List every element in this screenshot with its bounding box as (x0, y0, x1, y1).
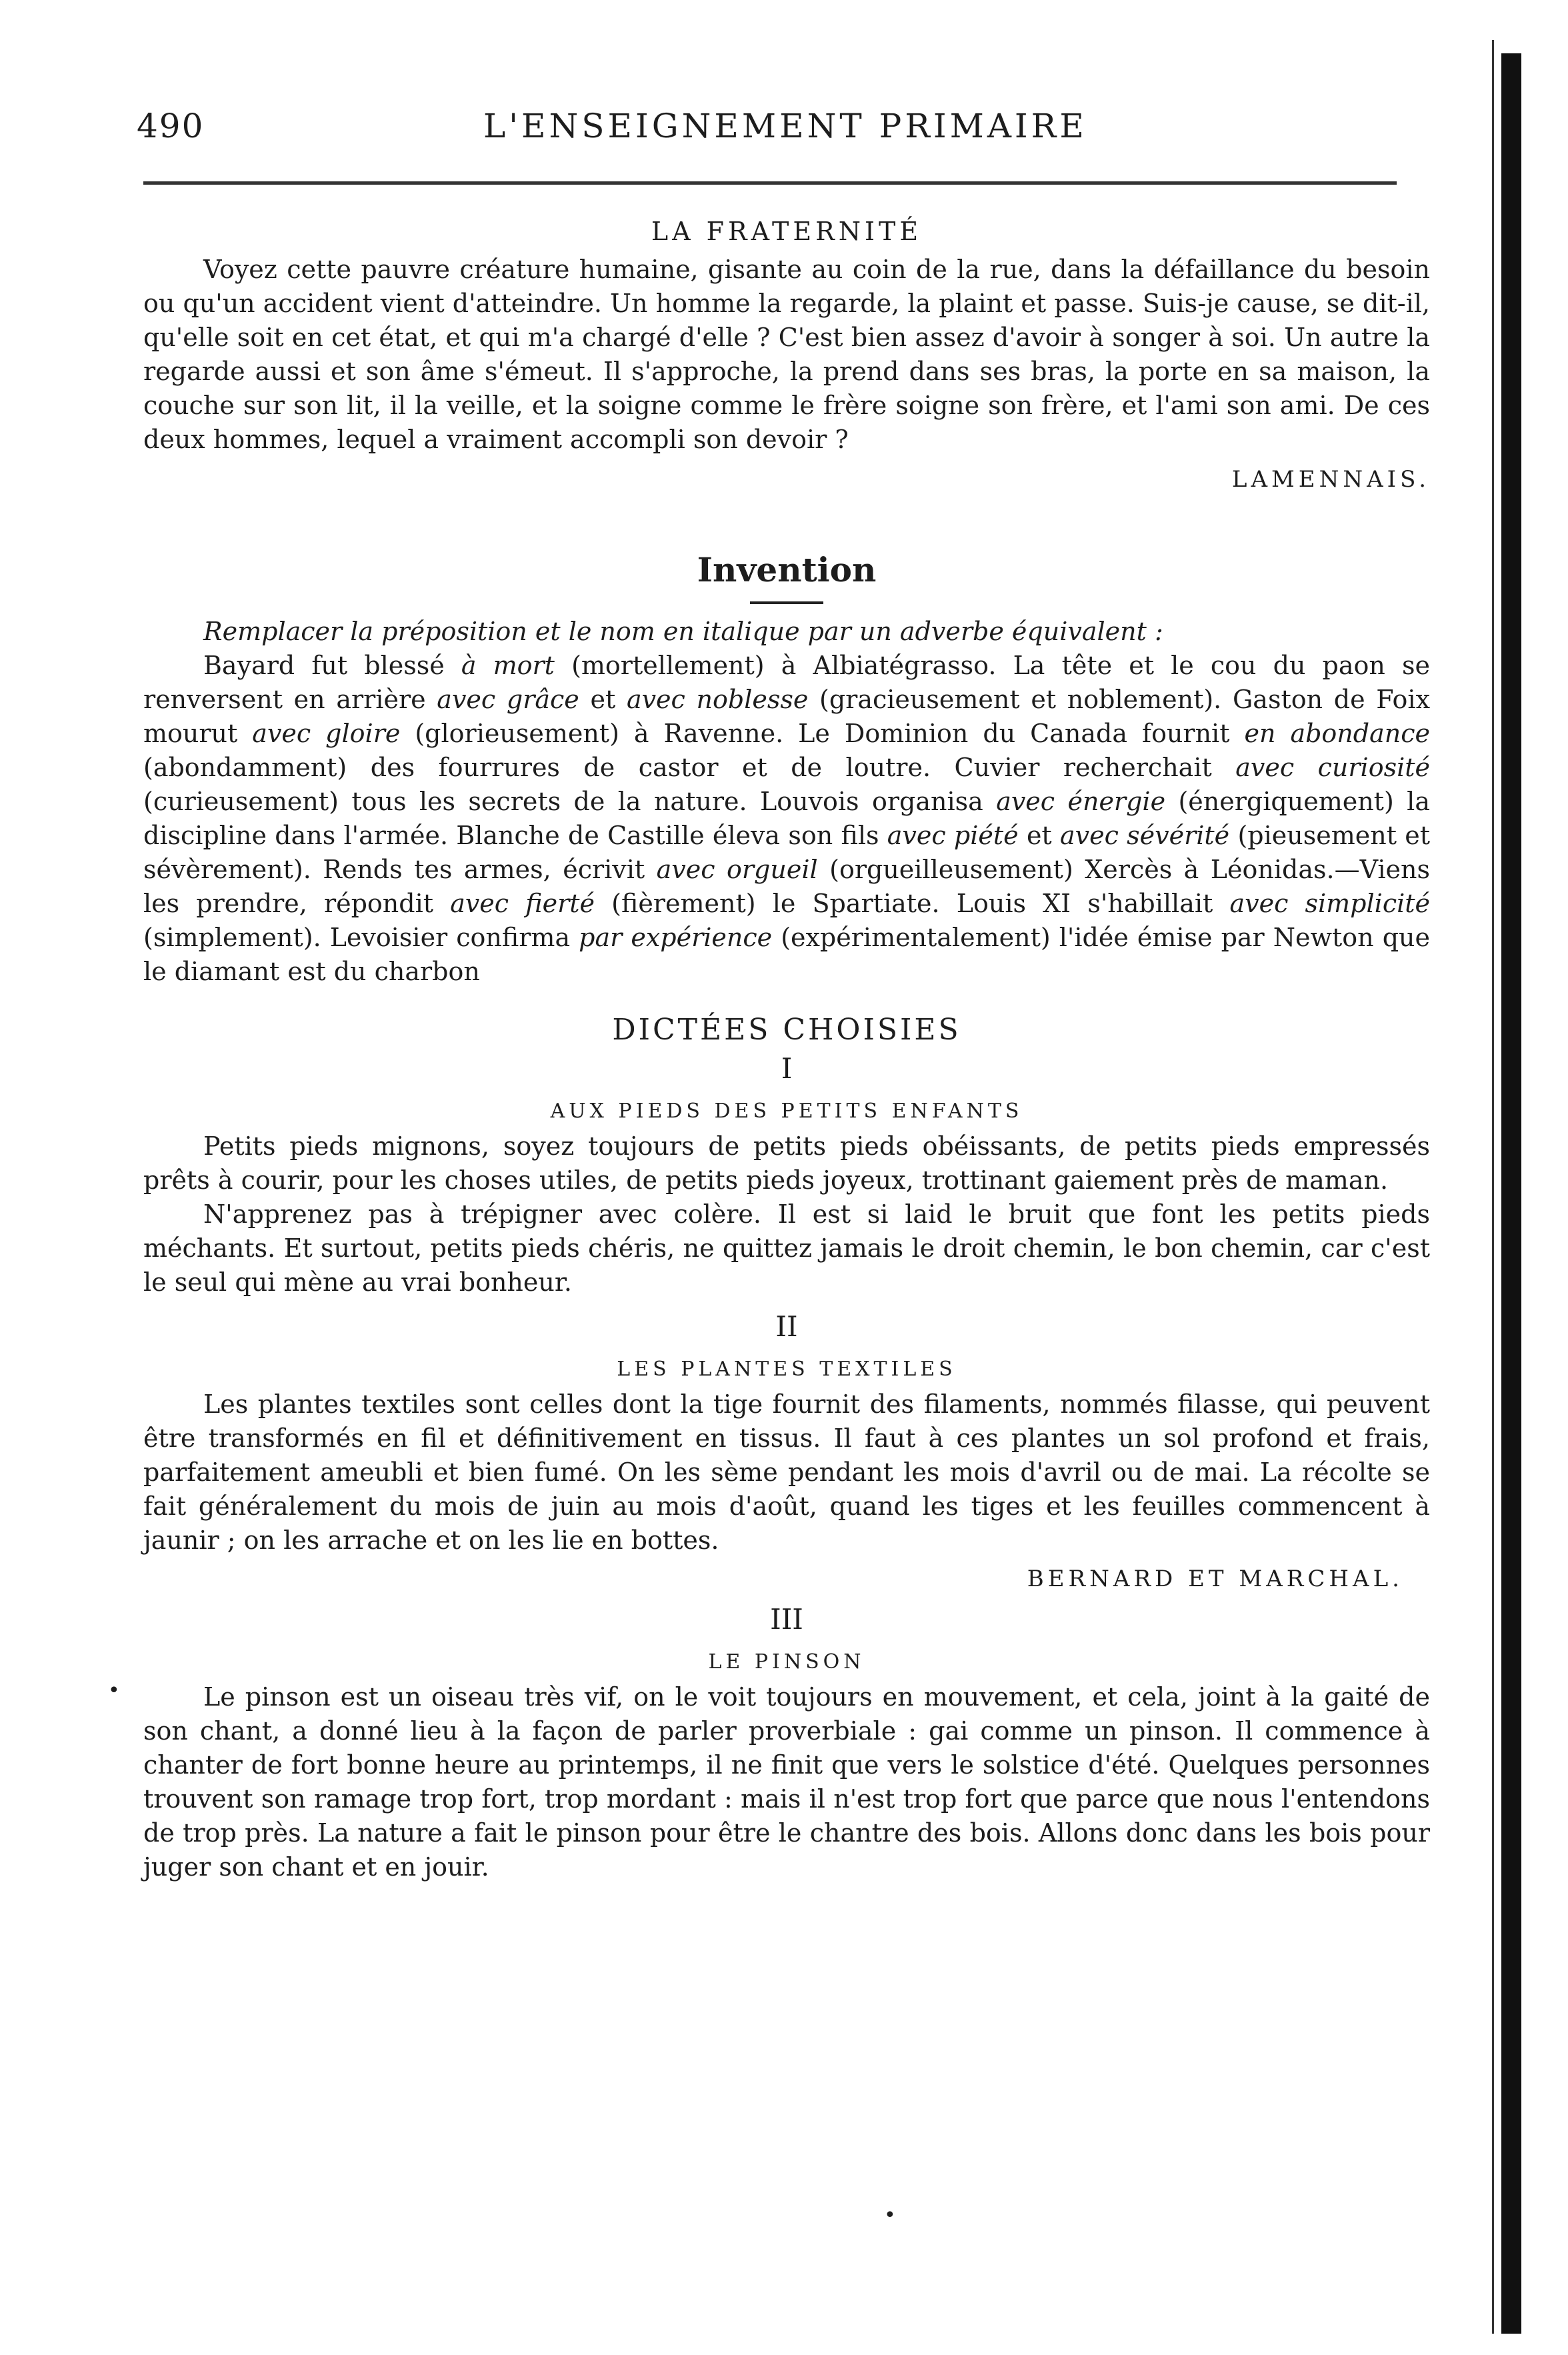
italic-phrase: avec curiosité (1235, 753, 1431, 782)
invention-text (143, 649, 1430, 989)
italic-phrase: avec gloire (252, 719, 401, 748)
fraternite-text: Voyez cette pauvre créature humaine, gisante au coin de la rue, dans la défaillance du besoin ou qu'un accident vient d'atteindre. Un homme la regarde, la plaint et passe. Suis-je cause, se dit-il, qu'elle soit en cet état, et qui m'a chargé d'elle ? C'est bien assez d'avoir à songer à soi. Un autre la regarde aussi et son âme s'émeut. Il s'approche, la prend dans ses bras, la porte en sa maison, la couche sur son lit, il la veille, et la soigne comme le frère soigne son frère, et l'ami son ami. De ces deux hommes, lequel a vraiment accompli son devoir ? (143, 255, 1430, 454)
italic-phrase: en abondance (1244, 719, 1430, 748)
page-header (0, 107, 1568, 160)
header-rule (143, 181, 1397, 185)
dictee-paragraph: Petits pieds mignons, soyez toujours de petits pieds obéissants, de petits pieds empressés prêts à courir, pour les choses utiles, de petits pieds joyeux, trottinant gaiement près de maman. (143, 1131, 1430, 1195)
dictee-paragraph: Le pinson est un oiseau très vif, on le voit toujours en mouvement, et cela, joint à la gaité de son chant, a donné lieu à la façon de parler proverbiale : gai comme un pinson. Il commence à chanter de fort bonne heure au printemps, il ne finit que vers le solstice d'été. Quelques personnes trouvent son ramage trop fort, trop mordant : mais il n'est trop fort que parce que nous l'entendons de trop près. La nature a fait le pinson pour être le chantre des bois. Allons donc dans les bois pour juger son chant et en jouir. (143, 1682, 1430, 1882)
text-run: (mortellement) à Albiatégrasso. La tête et le cou du paon se renversent en arrière (143, 651, 1430, 714)
text-run: (curieusement) tous les secrets de la nature. Louvois organisa (143, 787, 997, 816)
invention-rule (750, 601, 823, 604)
page-number: 490 (137, 107, 205, 145)
invention-instruction: Remplacer la préposition et le nom en italique par un adverbe équivalent : (203, 617, 1163, 646)
italic-phrase: par expérience (579, 923, 773, 952)
italic-phrase: avec simplicité (1229, 889, 1431, 918)
italic-phrase: avec orgueil (656, 855, 818, 884)
text-run: (abondamment) des fourrures de castor et de loutre. Cuvier recherchait (143, 753, 1236, 782)
italic-phrase: avec énergie (996, 787, 1166, 816)
dictee-paragraph: Les plantes textiles sont celles dont la tige fournit des filaments, nommés filasse, qui peuvent être transformés en fil et définitivement en tissus. Il faut à ces plantes un sol profond et frais, parfaitement ameubli et bien fumé. On les sème pendant les mois d'avril ou de mai. La récolte se fait généralement du mois de juin au mois d'août, quand les tiges et les feuilles commencent à jaunir ; on les arrache et on les lie en bottes. (143, 1390, 1430, 1555)
text-run: (pieusement et sévèrement). Rends tes armes, écrivit (143, 821, 1431, 884)
text-column (143, 217, 1430, 2284)
dictee-3 (143, 1603, 1430, 1884)
dictee-1 (143, 1052, 1430, 1300)
dictee-author: BERNARD ET MARCHAL. (1027, 1566, 1403, 1592)
margin-mark: • (108, 1679, 120, 1702)
fraternite-section (143, 217, 1430, 493)
footer-ornament: • (884, 2204, 896, 2227)
italic-phrase: avec sévérité (1059, 821, 1230, 850)
dictee-2 (143, 1310, 1430, 1592)
fraternite-author: LAMENNAIS. (1231, 466, 1430, 493)
text-run: (expérimentalement) l'idée émise par Newton que le diamant est du charbon (143, 923, 1430, 986)
invention-section (143, 550, 1430, 989)
text-run: et (1018, 821, 1060, 850)
dictee-title: LES PLANTES TEXTILES (617, 1358, 957, 1381)
page-edge-line (1492, 40, 1494, 2334)
dictee-title: LE PINSON (708, 1650, 865, 1674)
page-edge-shadow (1501, 53, 1521, 2334)
invention-title: Invention (697, 550, 877, 589)
text-run: (simplement). Levoisier confirma (143, 923, 579, 952)
text-run: (fièrement) le Spartiate. Louis XI s'habillait (595, 889, 1230, 918)
italic-phrase: avec piété (887, 821, 1019, 850)
italic-phrase: à mort (461, 651, 555, 680)
text-run: Bayard fut blessé (203, 651, 461, 680)
dictees-section (143, 1013, 1430, 1884)
running-title: L'ENSEIGNEMENT PRIMAIRE (483, 107, 1087, 145)
dictee-paragraph: N'apprenez pas à trépigner avec colère. Il est si laid le bruit que font les petits pieds méchants. Et surtout, petits pieds chéris, ne quittez jamais le droit chemin, le bon chemin, car c'est le seul qui mène au vrai bonheur. (143, 1200, 1430, 1297)
dictees-title: DICTÉES CHOISIES (612, 1013, 961, 1047)
italic-phrase: avec noblesse (626, 685, 809, 714)
dictee-number: I (781, 1052, 793, 1085)
text-run: (orgueilleusement) Xercès à Léonidas.—Viens les prendre, répondit (143, 855, 1430, 918)
dictee-number: III (770, 1603, 803, 1636)
italic-phrase: avec grâce (437, 685, 579, 714)
text-run: (glorieusement) à Ravenne. Le Dominion du Canada fournit (400, 719, 1245, 748)
text-run: (énergiquement) la discipline dans l'armée. Blanche de Castille éleva son fils (143, 787, 1430, 850)
fraternite-title: LA FRATERNITÉ (651, 217, 923, 246)
text-run: et (579, 685, 627, 714)
dictee-title: AUX PIEDS DES PETITS ENFANTS (550, 1099, 1023, 1123)
text-run: (gracieusement et noblement). Gaston de Foix mourut (143, 685, 1431, 748)
italic-phrase: avec fierté (450, 889, 595, 918)
dictee-number: II (775, 1310, 798, 1343)
